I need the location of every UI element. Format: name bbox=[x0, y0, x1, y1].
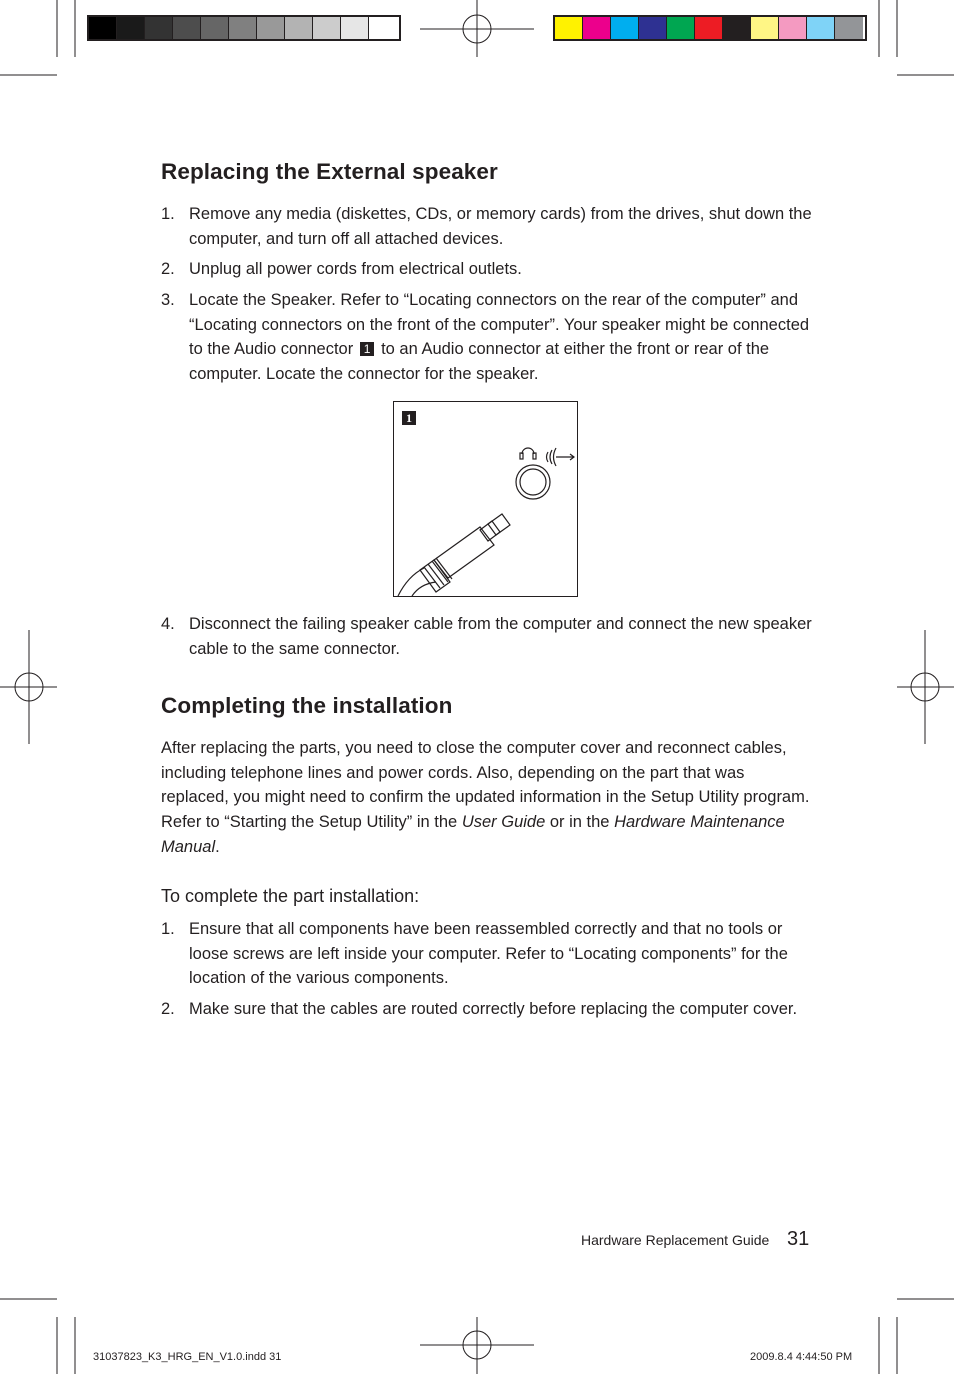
color-swatch bbox=[611, 17, 639, 39]
color-swatch bbox=[89, 17, 117, 39]
slug-filename: 31037823_K3_HRG_EN_V1.0.indd 31 bbox=[93, 1351, 282, 1363]
subheading-part-installation: To complete the part installation: bbox=[161, 886, 420, 906]
color-swatch bbox=[117, 17, 145, 39]
user-guide-title: User Guide bbox=[461, 813, 546, 832]
registration-mark-top bbox=[420, 0, 534, 57]
step-number: 1. bbox=[161, 205, 175, 223]
registration-mark-left bbox=[0, 630, 57, 744]
color-swatch bbox=[667, 17, 695, 39]
color-swatch bbox=[285, 17, 313, 39]
color-swatch bbox=[583, 17, 611, 39]
step-number: 2. bbox=[161, 260, 175, 278]
page-number: 31 bbox=[787, 1228, 810, 1250]
step-number: 3. bbox=[161, 291, 175, 309]
step-text: Remove any media (diskettes, CDs, or memory cards) from the drives, shut down the computer, and turn off all attached devices. bbox=[189, 205, 812, 248]
grayscale-color-bar bbox=[87, 15, 401, 41]
color-swatch bbox=[555, 17, 583, 39]
color-swatch bbox=[313, 17, 341, 39]
step-text: Disconnect the failing speaker cable from the computer and connect the new speaker cable to the same connector. bbox=[189, 615, 812, 658]
color-swatch bbox=[341, 17, 369, 39]
step-text: Ensure that all components have been reassembled correctly and that no tools or loose screws are left inside your computer. Refer to “Locating components” for the location of the various components. bbox=[189, 920, 788, 988]
figure-callout-badge: 1 bbox=[402, 411, 416, 425]
color-swatch bbox=[695, 17, 723, 39]
color-swatch bbox=[145, 17, 173, 39]
hmm-title: Hardware Maintenance Manual bbox=[161, 813, 785, 856]
color-swatch bbox=[779, 17, 807, 39]
body-paragraph: After replacing the parts, you need to close the computer cover and reconnect cables, including telephone lines and power cords. Also, depending on the part that was replaced, you might need to confirm the updated information in the Setup Utility program. Refer to “Starting the Setup Utility” in the User Guide or in the Hardware Maintenance Manual. bbox=[161, 739, 810, 856]
color-swatch bbox=[807, 17, 835, 39]
footer-guide-title: Hardware Replacement Guide bbox=[581, 1232, 770, 1248]
color-swatch bbox=[257, 17, 285, 39]
registration-mark-bottom bbox=[420, 1317, 534, 1374]
color-swatch bbox=[229, 17, 257, 39]
section-heading-completing-installation: Completing the installation bbox=[161, 693, 453, 718]
color-swatch bbox=[201, 17, 229, 39]
color-swatch bbox=[639, 17, 667, 39]
color-swatch bbox=[173, 17, 201, 39]
registration-mark-right bbox=[897, 630, 954, 744]
section-heading-external-speaker: Replacing the External speaker bbox=[161, 159, 498, 184]
color-swatch bbox=[751, 17, 779, 39]
step-text: Make sure that the cables are routed correctly before replacing the computer cover. bbox=[189, 1000, 798, 1018]
audio-plug-illustration bbox=[394, 402, 577, 596]
step-number: 4. bbox=[161, 615, 175, 633]
color-swatch bbox=[835, 17, 863, 39]
callout-badge: 1 bbox=[360, 342, 375, 356]
slug-timestamp: 2009.8.4 4:44:50 PM bbox=[750, 1351, 853, 1363]
speaker-out-icon bbox=[547, 448, 575, 466]
audio-connector-figure bbox=[393, 401, 578, 597]
process-color-bar bbox=[553, 15, 867, 41]
step-text: Unplug all power cords from electrical outlets. bbox=[189, 260, 522, 278]
step-text: Locate the Speaker. Refer to “Locating connectors on the rear of the computer” and “Locating connectors on the front of the computer”. Your speaker might be connected to the Audio connector 1 to an Audio connector at either the front or rear of the computer. Locate the connector for the speaker. bbox=[189, 291, 810, 384]
color-swatch bbox=[723, 17, 751, 39]
color-swatch bbox=[369, 17, 397, 39]
headphone-icon bbox=[520, 448, 536, 459]
step-number: 1. bbox=[161, 920, 175, 938]
step-number: 2. bbox=[161, 1000, 175, 1018]
